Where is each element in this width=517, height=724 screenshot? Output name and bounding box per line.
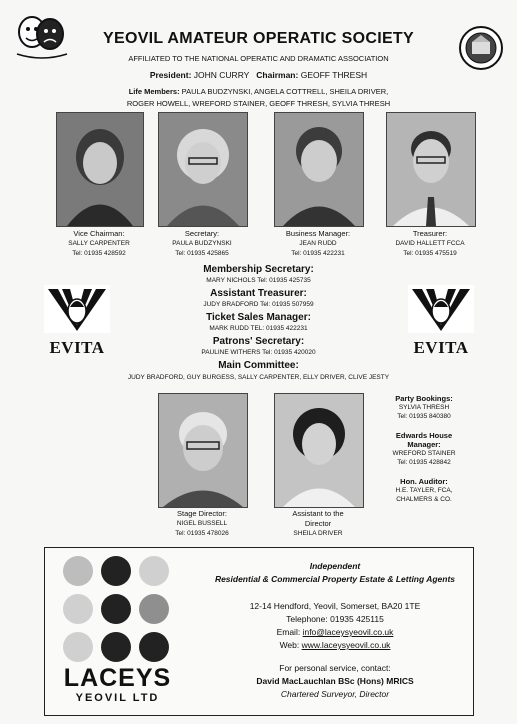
officer-name: PAULA BUDZYNSKI [172, 240, 232, 247]
web-link[interactable]: www.laceysyeovil.co.uk [301, 640, 391, 650]
edwards-house-manager [380, 431, 468, 467]
ad-telephone: Telephone: 01935 425115 [286, 614, 384, 624]
president-label: President: [149, 70, 192, 80]
photo-assistant-director [274, 393, 364, 508]
party-bookings [380, 394, 468, 421]
side-line1: SYLVIA THRESH [398, 404, 450, 411]
caption-treasurer [371, 229, 489, 259]
assistant-treasurer-heading: Assistant Treasurer: [210, 288, 307, 299]
main-committee-value: JUDY BRADFORD, GUY BURGESS, SALLY CARPENTER, ELLY DRIVER, CLIVE JESTY [127, 374, 390, 381]
membership-secretary-heading: Membership Secretary: [203, 264, 314, 275]
evita-wordmark: EVITA [413, 338, 469, 357]
laceys-logo [55, 554, 185, 709]
side-line1: WREFORD STAINER [392, 450, 456, 457]
page-title: YEOVIL AMATEUR OPERATIC SOCIETY [103, 30, 414, 47]
email-label: Email: [276, 627, 301, 637]
director-role: Stage Director: [176, 509, 228, 518]
caption-assistant-director [259, 509, 377, 539]
side-heading: Party Bookings: [395, 394, 453, 403]
photo-vice-chairman [56, 112, 144, 227]
ad-tagline1: Independent [309, 561, 361, 571]
portrait-image [275, 113, 363, 226]
director-role-line2: Director [304, 519, 332, 528]
ticket-sales-value: MARK RUDD TEL: 01935 422231 [209, 325, 308, 332]
photo-business-manager [274, 112, 364, 227]
logo-main-text: LACEYS [63, 664, 172, 692]
side-heading: Hon. Auditor: [400, 477, 448, 486]
photo-stage-director [158, 393, 248, 508]
ad-email-line [205, 626, 465, 638]
officer-role: Secretary: [184, 229, 220, 238]
main-committee-heading: Main Committee: [218, 360, 299, 371]
life-members-line1: PAULA BUDZYNSKI, ANGELA COTTRELL, SHEILA DRIVER, [181, 87, 389, 96]
director-role-line1: Assistant to the [292, 509, 344, 518]
ad-personal: For personal service, contact: [279, 663, 391, 673]
life-members [0, 86, 517, 110]
chairman-label: Chairman: [256, 70, 299, 80]
president-chairman-line [0, 70, 517, 80]
evita-wordmark: EVITA [49, 338, 105, 357]
logo-dot [63, 556, 93, 586]
officer-tel: Tel: 01935 422231 [291, 250, 345, 257]
email-link[interactable]: info@laceysyeovil.co.uk [302, 627, 394, 637]
officer-tel: Tel: 01935 428592 [72, 250, 126, 257]
side-line2: CHALMERS & CO. [396, 496, 452, 503]
officer-role: Treasurer: [412, 229, 448, 238]
director-tel: Tel: 01935 478026 [175, 530, 229, 537]
logo-dot [101, 594, 131, 624]
side-line2: Tel: 01935 840380 [397, 413, 451, 420]
laceys-advert [44, 547, 474, 716]
portrait-image [57, 113, 143, 226]
ad-contact-title: Chartered Surveyor, Director [280, 689, 390, 699]
director-name: SHEILA DRIVER [293, 530, 343, 537]
logo-dot [101, 556, 131, 586]
portrait-image [159, 113, 247, 226]
side-heading-line2: Manager: [407, 440, 441, 449]
ad-tagline2: Residential & Commercial Property Estate & Letting Agents [214, 574, 456, 584]
logo-dot [139, 556, 169, 586]
life-members-line2: ROGER HOWELL, WREFORD STAINER, GEOFF THRESH, SYLVIA THRESH [126, 99, 391, 108]
officer-name: SALLY CARPENTER [68, 240, 130, 247]
portrait-image [159, 394, 247, 507]
caption-vice-chairman [40, 229, 158, 259]
officer-role: Business Manager: [285, 229, 351, 238]
side-heading-line1: Edwards House [395, 431, 453, 440]
assistant-treasurer-value: JUDY BRADFORD Tel: 01935 507959 [203, 301, 314, 308]
photo-treasurer [386, 112, 476, 227]
patrons-secretary-value: PAULINE WITHERS Tel: 01935 420020 [201, 349, 316, 356]
chairman-name: GEOFF THRESH [300, 70, 368, 80]
president-name: JOHN CURRY [193, 70, 250, 80]
logo-dot [63, 632, 93, 662]
life-members-label: Life Members: [128, 87, 180, 96]
ticket-sales-heading: Ticket Sales Manager: [206, 312, 311, 323]
side-line2: Tel: 01935 428842 [397, 459, 451, 466]
hon-auditor [380, 477, 468, 504]
ad-web-line [205, 639, 465, 651]
affiliation-line: AFFILIATED TO THE NATIONAL OPERATIC AND DRAMATIC ASSOCIATION [128, 54, 389, 63]
logo-dot [63, 594, 93, 624]
caption-stage-director [143, 509, 261, 539]
logo-dot [139, 594, 169, 624]
logo-dot [101, 632, 131, 662]
director-name: NIGEL BUSSELL [176, 520, 228, 527]
officer-name: JEAN RUDD [299, 240, 337, 247]
officer-name: DAVID HALLETT FCCA [395, 240, 465, 247]
ad-contact-name: David MacLauchlan BSc (Hons) MRICS [256, 676, 414, 686]
portrait-image [275, 394, 363, 507]
photo-secretary [158, 112, 248, 227]
patrons-secretary-heading: Patrons' Secretary: [212, 336, 305, 347]
officer-tel: Tel: 01935 475519 [403, 250, 457, 257]
logo-dot [139, 632, 169, 662]
caption-business-manager [259, 229, 377, 259]
caption-secretary [143, 229, 261, 259]
membership-secretary-value: MARY NICHOLS Tel: 01935 425735 [206, 277, 311, 284]
portrait-image [387, 113, 475, 226]
officer-role: Vice Chairman: [73, 229, 125, 238]
ad-address: 12-14 Hendford, Yeovil, Somerset, BA20 1TE [249, 601, 421, 611]
side-line1: H.E. TAYLER, FCA, [395, 487, 453, 494]
officer-tel: Tel: 01935 425865 [175, 250, 229, 257]
web-label: Web: [279, 640, 300, 650]
logo-sub-text: YEOVIL LTD [75, 692, 160, 704]
